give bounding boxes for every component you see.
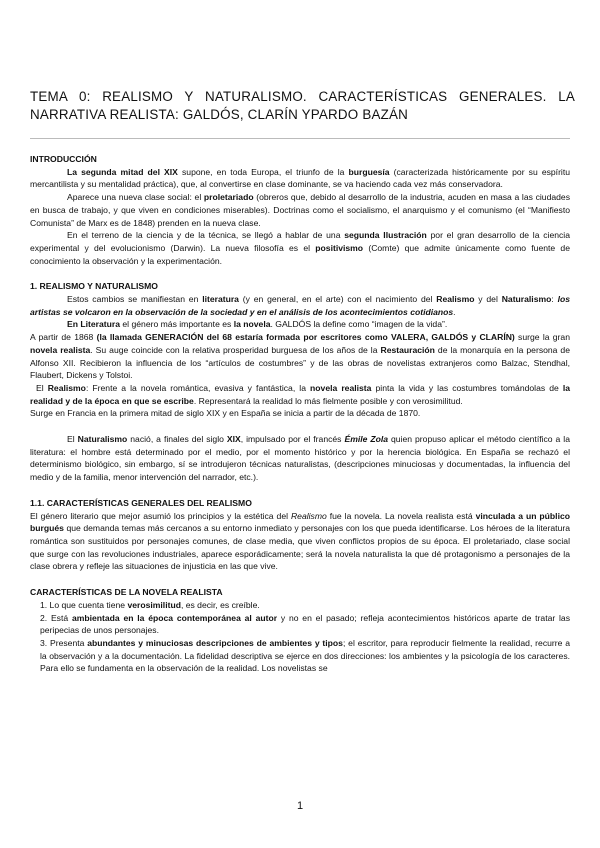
- list-item-1: 1. Lo que cuenta tiene verosimilitud, es decir, es creíble.: [40, 599, 260, 610]
- intro-heading: INTRODUCCIÓN: [30, 154, 97, 164]
- section-1-paragraph-4: El Realismo: Frente a la novela romántica, evasiva y fantástica, la novela realista pinta la vida y las costumbres tomándolas de la realidad y de la época en que se escribe. Representará la realidad lo más fielmente posible y con verosimilitud.: [30, 382, 571, 406]
- characteristics-heading: CARACTERÍSTICAS DE LA NOVELA REALISTA: [30, 587, 223, 598]
- intro-paragraph-3: En el terreno de la ciencia y de la técnica, se llegó a hablar de una segunda Ilustración por el gran desarrollo de la ciencia experimental y del evolucionismo (Darwin). La nueva filosofía es el positivismo (Comte) que admite únicamente como fuente de conocimiento la observación y la experimentación.: [30, 230, 570, 266]
- intro-paragraph-1: La segunda mitad del XIX supone, en toda Europa, el triunfo de la burguesía (caracterizada históricamente por su espíritu mercantilista y su mentalidad práctica), que, al convertirse en clase dominante, se va haciendo cada vez más conservadora.: [30, 166, 571, 190]
- list-item-2: 2. Está ambientada en la época contemporánea al autor y no en el pasado; refleja acontecimientos históricos aparte de tratar las peripecias de unos personajes.: [40, 612, 570, 636]
- section-1-paragraph-5: Surge en Francia en la primera mitad de siglo XIX y en España se inicia a partir de la década de 1870.: [30, 408, 421, 419]
- section-1-1-paragraph: El género literario que mejor asumió los principios y la estética del Realismo fue la novela. La novela realista está vinculada a un público burgués que demanda temas más cercanos a su entorno inmediato y personajes con los que pueda identificarse. Los héroes de la literatura romántica son sustituidos por personajes comunes, de clase media, que viven conflictos propios de su época. El proletariado, clase social que surge con las revoluciones industriales, aparece esporádicamente; será la novela naturalista la que dé protagonismo a personajes de la clase obrera y refleje las situaciones de injusticia en las que vive.: [30, 510, 570, 572]
- document-title: TEMA 0: REALISMO Y NATURALISMO. CARACTERÍSTICAS GENERALES. LA NARRATIVA REALISTA: GALDÓS, CLARÍN YPARDO BAZÁN: [30, 89, 575, 122]
- section-1-paragraph-3: A partir de 1868 (la llamada GENERACIÓN del 68 estaría formada por escritores como VALERA, GALDÓS y CLARÍN) surge la gran novela realista. Su auge coincide con la relativa prosperidad burguesa de los años de la Restauración de la monarquía en la persona de Alfonso XII. Recibieron la influencia de los “artículos de costumbres” y de las obras de novelistas extranjeros como Balzac, Stendhal, Flaubert, Dickens y Tolstoi.: [30, 332, 570, 381]
- section-1-heading: 1. REALISMO Y NATURALISMO: [30, 281, 158, 292]
- section-1-1-heading: 1.1. CARACTERÍSTICAS GENERALES DEL REALISMO: [30, 497, 252, 508]
- title-divider: [30, 138, 570, 139]
- section-1-paragraph-2: En Literatura el género más importante es la novela. GALDÓS la define como “imagen de la vida”.: [67, 319, 448, 330]
- section-1-paragraph-6: El Naturalismo nació, a finales del siglo XIX, impulsado por el francés Émile Zola quien propuso aplicar el método científico a la literatura: el hombre está determinado por el medio, por el momento histórico y por la herencia biológica. En España se rechazó el determinismo biológico, sin embargo, sí se introdujeron técnicas naturalistas, (descripciones minuciosas y documentadas, la influencia del medio y de la familia, menor intervención del narrador, etc.).: [30, 434, 571, 483]
- section-1-paragraph-1: Estos cambios se manifiestan en literatura (y en general, en el arte) con el nacimiento del Realismo y del Naturalismo: los artistas se volcaron en la observación de la sociedad y en el análisis de los acontecimientos cotidianos.: [30, 294, 571, 317]
- page-number: 1: [296, 800, 304, 812]
- list-item-3: 3. Presenta abundantes y minuciosas descripciones de ambientes y tipos; el escritor, para reproducir fielmente la realidad, recurre a la observación y a la documentación. La fidelidad descriptiva se ejerce en dos direcciones: los ambientes y la psicología de los caracteres. Para ello se fundamenta en la observación de la realidad. Los novelistas se: [40, 637, 571, 674]
- intro-paragraph-2: Aparece una nueva clase social: el proletariado (obreros que, debido al desarrollo de la industria, acuden en masa a las ciudades en busca de trabajo, y que viven en condiciones miserables). Doctrinas como el socialismo, el anarquismo y el comunismo (el “Manifiesto Comunista” de Marx es de 1848) prenden en la nueva clase.: [30, 192, 570, 228]
- document-body: [30, 153, 570, 675]
